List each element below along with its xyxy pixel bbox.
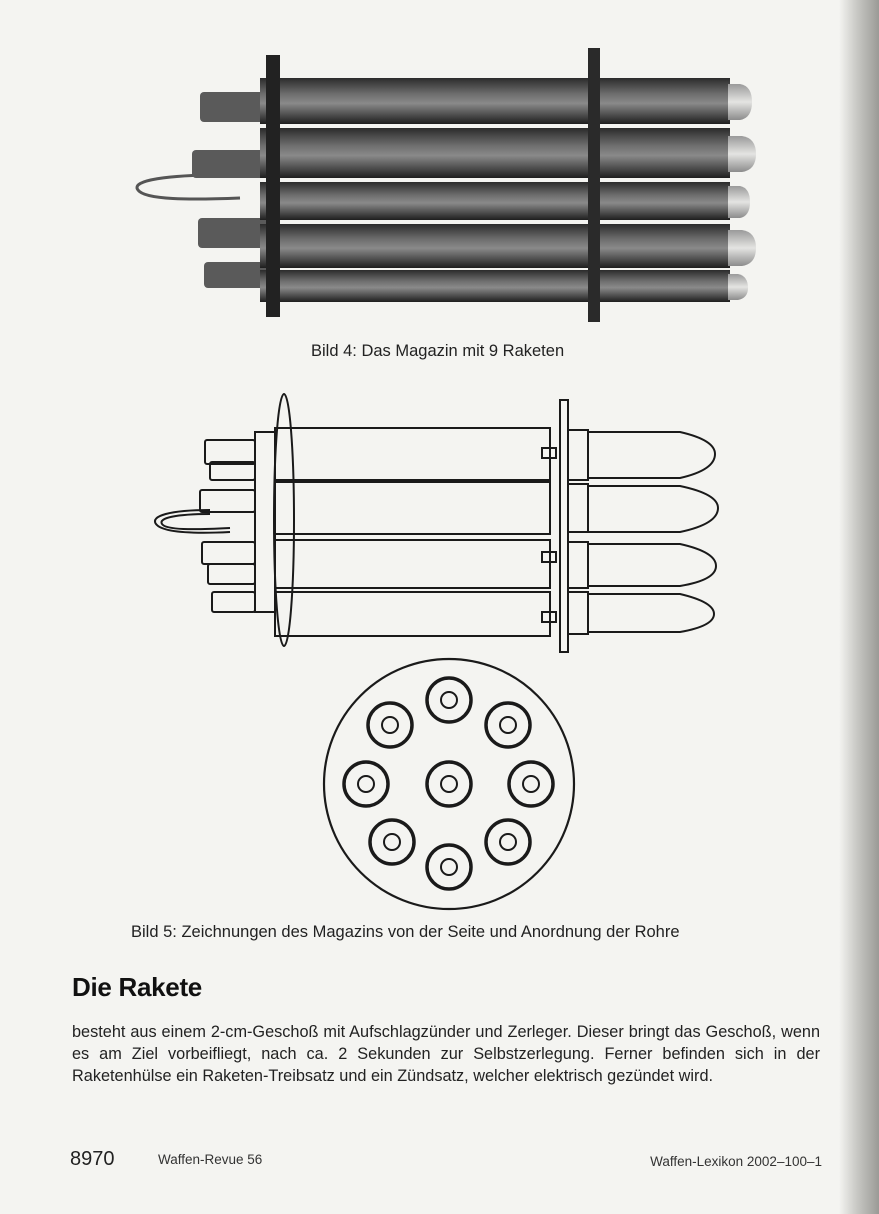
section-body: besteht aus einem 2-cm-Geschoß mit Aufschlagzünder und Zerleger. Dieser bringt das Geschoß, wenn es am Ziel vorbeifliegt, nach ca. 2 Sekunden zur Selbstzerlegung. Ferner befinden sich in der Raketenhülse ein Raketen-Treibsatz und ein Zündsatz, welcher elektrisch gezündet wird. (72, 1023, 820, 1085)
lexicon-reference: Waffen-Lexikon 2002–100–1 (650, 1154, 822, 1169)
magazine-side-drawing (150, 392, 730, 657)
page-number: 8970 (70, 1148, 115, 1170)
tube-arrangement-drawing (318, 655, 580, 913)
magazine-photo (130, 40, 760, 325)
photo-caption: Bild 4: Das Magazin mit 9 Raketen (311, 342, 565, 360)
magazine-name: Waffen-Revue 56 (158, 1152, 263, 1167)
section-heading: Die Rakete (72, 972, 202, 1002)
drawing-caption: Bild 5: Zeichnungen des Magazins von der Seite und Anordnung der Rohre (131, 923, 680, 941)
scan-shadow-edge (839, 0, 879, 1214)
